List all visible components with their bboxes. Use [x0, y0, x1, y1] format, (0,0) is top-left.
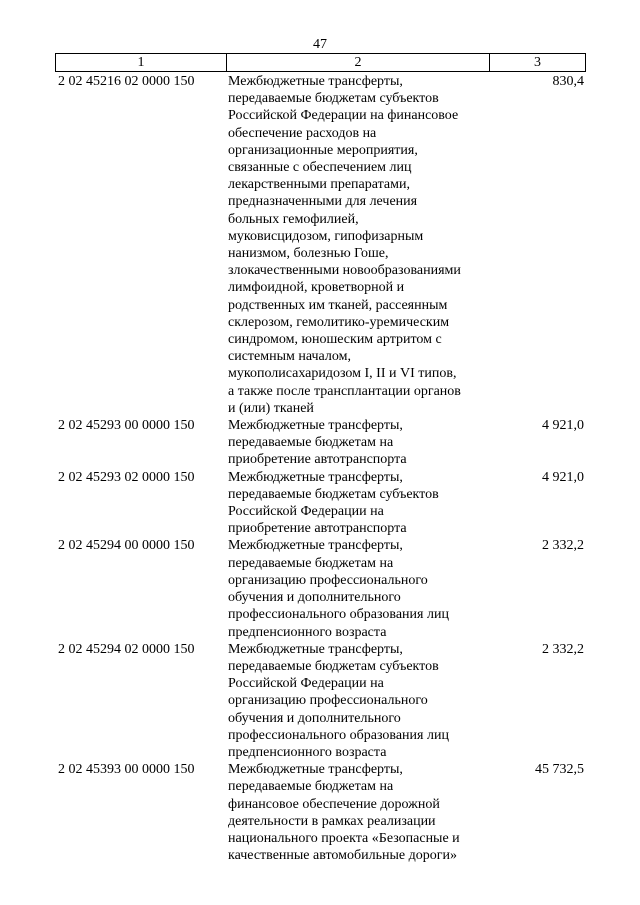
amount-cell: 830,4 — [552, 74, 584, 89]
page-number: 47 — [313, 37, 327, 52]
header-col-2: 2 — [227, 54, 490, 71]
header-col-3: 3 — [534, 55, 541, 70]
code-cell: 2 02 45393 00 0000 150 — [58, 762, 195, 778]
description-cell: Межбюджетные трансферты, передаваемые бюджетам на организацию профессионального обучения и дополнительного профессионального образования лиц предпенсионного возраста — [228, 538, 449, 640]
table-row — [55, 761, 586, 864]
amount-cell: 2 332,2 — [542, 538, 584, 554]
amount-cell: 45 732,5 — [535, 762, 584, 778]
code-cell: 2 02 45294 02 0000 150 — [58, 641, 195, 657]
description-cell: Межбюджетные трансферты, передаваемые бюджетам на приобретение автотранспорта — [228, 418, 407, 468]
table-row — [55, 73, 586, 417]
table-row — [55, 641, 586, 761]
table-body — [55, 73, 586, 864]
code-cell: 2 02 45293 02 0000 150 — [58, 469, 195, 485]
description-cell: Межбюджетные трансферты, передаваемые бюджетам субъектов Российской Федерации на приобретение автотранспорта — [228, 469, 439, 537]
code-cell: 2 02 45294 00 0000 150 — [58, 538, 195, 554]
amount-cell: 4 921,0 — [542, 469, 584, 485]
description-cell: Межбюджетные трансферты, передаваемые бюджетам на финансовое обеспечение дорожной деятельности в рамках реализации национального проекта «Безопасные и качественные автомобильные дороги» — [228, 762, 460, 864]
description-cell: Межбюджетные трансферты, передаваемые бюджетам субъектов Российской Федерации на финансовое обеспечение расходов на организационные мероприятия, связанные с обеспечением лиц лекарственными препаратами, предназначенными для лечения больных гемофилией, муковисцидозом, гипофизарным нанизмом, болезнью Гоше, злокачественными новообразованиями лимфоидной, кроветворной и родственных им тканей, рассеянным склерозом, гемолитико-уремическим синдромом, юношеским артритом с системным началом, мукополисахаридозом I, II и VI типов, а также после трансплантации органов и (или) тканей — [228, 74, 461, 416]
table-row — [55, 469, 586, 538]
table-row — [55, 537, 586, 640]
table-header — [55, 53, 586, 72]
amount-cell: 4 921,0 — [542, 418, 584, 434]
code-cell: 2 02 45293 00 0000 150 — [58, 418, 195, 434]
amount-cell: 2 332,2 — [542, 641, 584, 657]
header-col-1: 1 — [56, 54, 227, 71]
code-cell: 2 02 45216 02 0000 150 — [58, 74, 195, 89]
description-cell: Межбюджетные трансферты, передаваемые бюджетам субъектов Российской Федерации на организацию профессионального обучения и дополнительного профессионального образования лиц предпенсионного возраста — [228, 641, 449, 760]
table-row — [55, 417, 586, 469]
